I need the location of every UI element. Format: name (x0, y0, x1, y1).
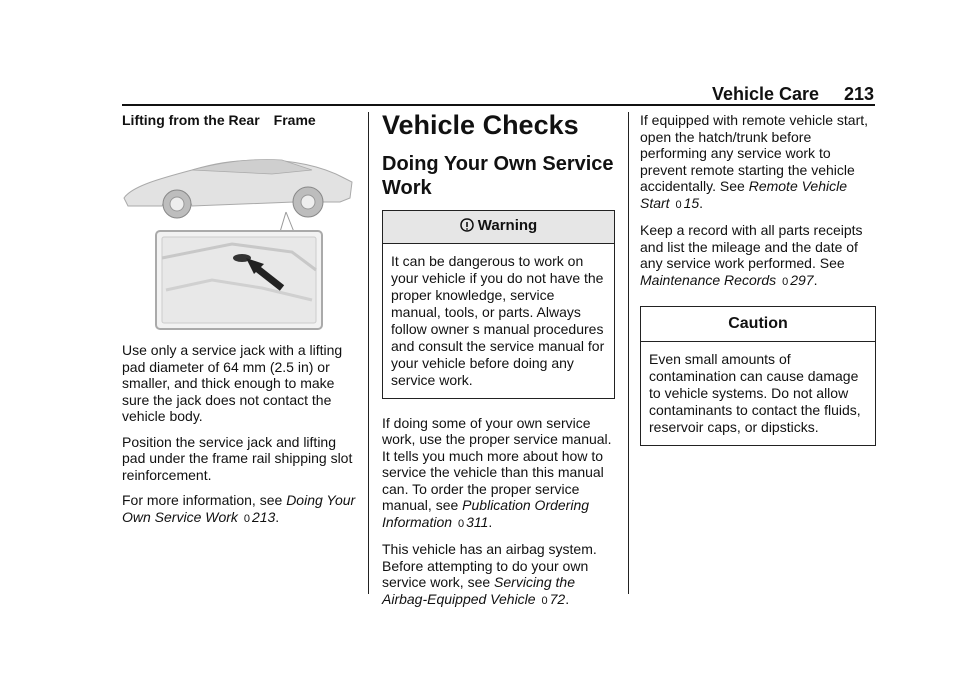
ref-symbol: 0 (675, 198, 682, 211)
column-2 (382, 110, 615, 618)
page-reference[interactable]: 72 (549, 590, 566, 607)
ref-symbol: 0 (541, 594, 548, 607)
header-rule (122, 104, 875, 106)
cross-reference-link[interactable]: Servicing the Airbag-Equipped Vehicle (382, 574, 575, 607)
page-number: 213 (844, 84, 875, 104)
section-subheading (122, 112, 357, 129)
page-reference[interactable]: 311 (466, 513, 489, 530)
warning-title: Warning (477, 217, 538, 234)
subheading-left: Lifting from the Rear (122, 112, 260, 128)
cross-reference-link[interactable]: Publication Ordering Information (382, 497, 590, 530)
page-reference[interactable]: 297 (790, 271, 814, 288)
column-divider-left (368, 112, 369, 594)
service-paragraph-1: If doing some of your own service work, use the proper service manual. It tells you much more about how to service the vehicle than this manual can. To order the proper service manual, see Publication Ordering Information 0 311. (382, 414, 612, 530)
ref-symbol: 0 (457, 517, 465, 530)
records-paragraph: Keep a record with all parts receipts and list the mileage and the date of any service work performed. See Maintenance Records 0 297. (640, 222, 863, 288)
caution-box (640, 306, 876, 446)
vehicle-lift-figure (122, 140, 354, 340)
cross-reference-link[interactable]: Doing Your Own Service Work (122, 492, 356, 525)
ref-symbol: 0 (243, 512, 250, 525)
warning-box (382, 210, 615, 399)
lift-paragraph-2: Position the service jack and lifting pad under the frame rail shipping slot reinforcement. (122, 433, 353, 483)
page-reference[interactable]: 15 (683, 194, 700, 211)
cross-reference-link[interactable]: Remote Vehicle Start (640, 178, 848, 211)
subsection-title: Doing Your Own Service Work (382, 153, 614, 199)
column-1-body (122, 342, 357, 536)
service-paragraph-2: This vehicle has an airbag system. Before attempting to do your own service work, see Servicing the Airbag-Equipped Vehicle 0 72. (382, 541, 597, 607)
warning-icon (460, 218, 474, 238)
section-title: Vehicle Checks (382, 110, 579, 140)
car-illustration (122, 140, 354, 340)
column-3 (640, 112, 876, 446)
column-1 (122, 112, 357, 139)
cross-reference-link[interactable]: Maintenance Records (640, 271, 777, 288)
ref-symbol: 0 (782, 275, 789, 288)
warning-body: It can be dangerous to work on your vehicle if you do not have the proper knowledge, service manual, tools, or parts. Always follow owner s manual procedures and consult the service manual for your vehicle before doing any service work. (391, 252, 605, 388)
lift-paragraph-1: Use only a service jack with a lifting pad diameter of 64 mm (2.5 in) or smaller, and thick enough to make sure the jack does not contact the vehicle body. (122, 342, 343, 424)
caution-title: Caution (641, 307, 875, 342)
page-reference[interactable]: 213 (251, 508, 276, 525)
warning-header (383, 211, 614, 244)
column-divider-right (628, 112, 629, 594)
lift-paragraph-3: For more information, see Doing Your Own Service Work 0 213. (122, 492, 356, 525)
remote-start-paragraph: If equipped with remote vehicle start, open the hatch/trunk before performing any service work to prevent remote starting the vehicle accidentally. See Remote Vehicle Start 0 15. (640, 112, 869, 211)
subheading-right: Frame (273, 112, 316, 128)
running-header-title: Vehicle Care (712, 84, 820, 104)
caution-body: Even small amounts of contamination can cause damage to vehicle systems. Do not allow contaminants to contact the fluids, reservoir caps, or dipsticks. (649, 350, 861, 435)
